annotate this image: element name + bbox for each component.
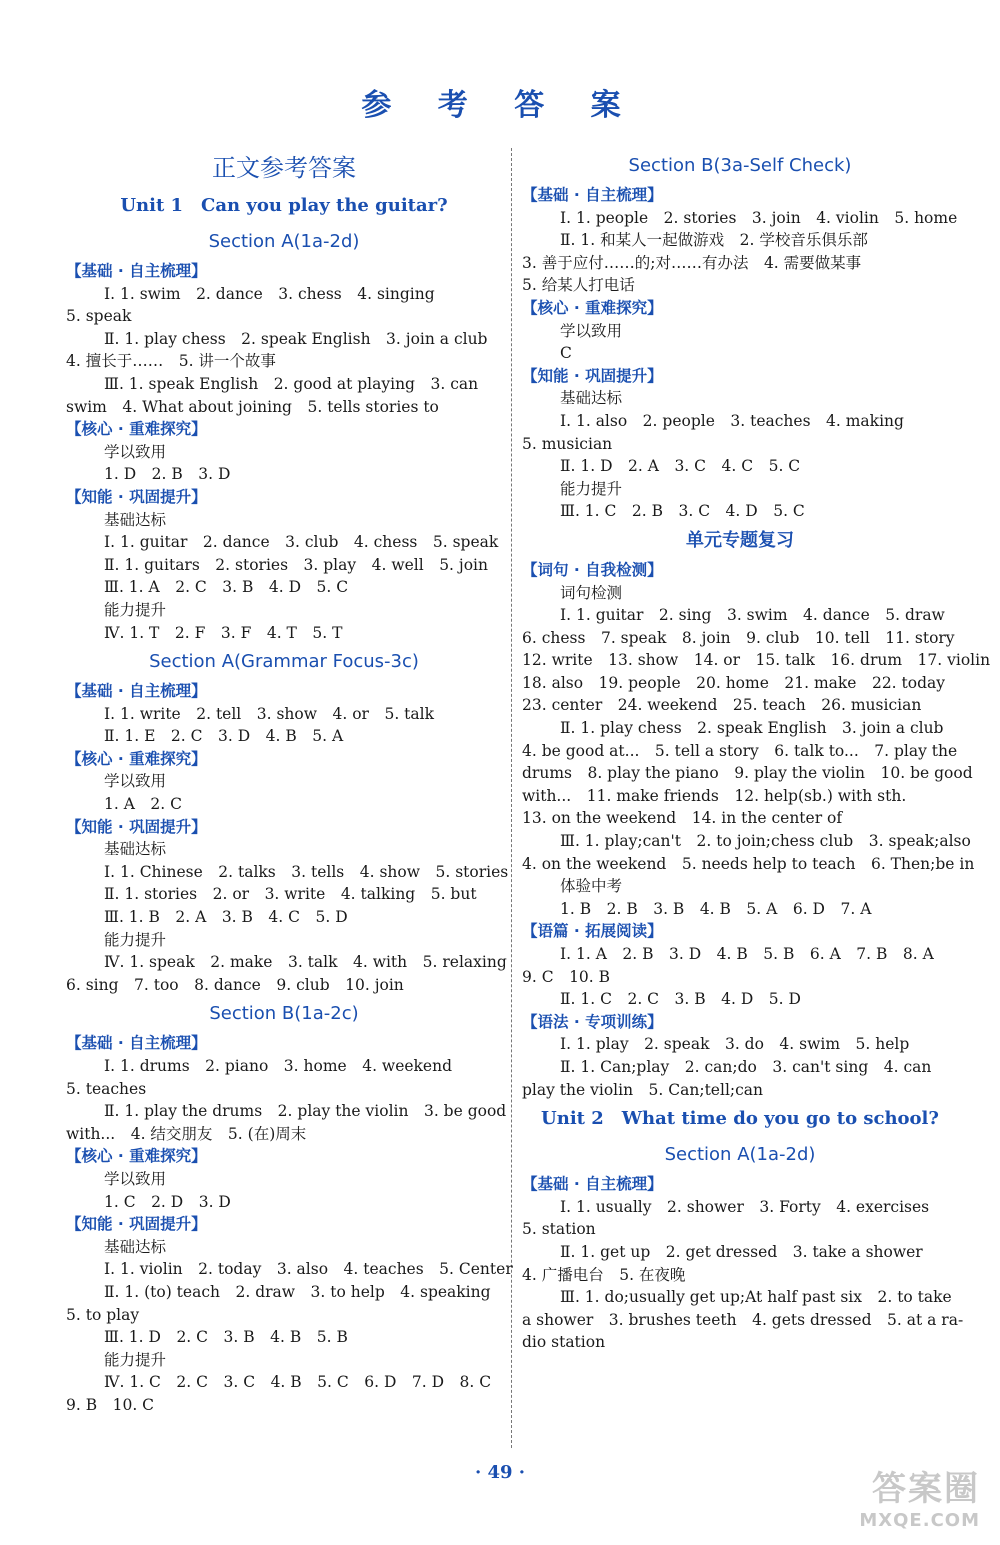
section-heading: Section A(1a-2d) xyxy=(664,1144,816,1166)
answer-line: 能力提升 xyxy=(104,1350,167,1369)
category-label xyxy=(522,1011,958,1034)
category-label xyxy=(522,184,958,207)
answer-line: 13. on the weekend 14. in the center of xyxy=(522,809,843,828)
category-label-text: 【语篇 · 拓展阅读】 xyxy=(522,922,663,941)
answer-line: Ⅰ. 1. also 2. people 3. teaches 4. making xyxy=(560,411,904,430)
answer-line: Ⅰ. 1. Chinese 2. talks 3. tells 4. show 5. stories xyxy=(104,862,509,881)
answer-line: Ⅱ. 1. guitars 2. stories 3. play 4. well 5. join xyxy=(104,555,488,574)
answer-line: Ⅲ. 1. D 2. C 3. B 4. B 5. B xyxy=(104,1328,348,1347)
answer-line: 学以致用 xyxy=(560,321,623,340)
section-heading: Section A(1a-2d) xyxy=(208,231,360,252)
answer-line: 体验中考 xyxy=(560,877,623,896)
answer-line: Ⅱ. 1. E 2. C 3. D 4. B 5. A xyxy=(104,727,344,746)
answer-line: Ⅰ. 1. people 2. stories 3. join 4. violin 5. home xyxy=(560,208,958,227)
category-label-text: 【基础 · 自主梳理】 xyxy=(66,262,207,280)
answer-line: 5. speak xyxy=(66,307,132,326)
category-label-text: 【语法 · 专项训练】 xyxy=(522,1012,663,1031)
category-label-text: 【核心 · 重难探究】 xyxy=(66,749,207,768)
category-label-text: 【知能 · 巩固提升】 xyxy=(66,1215,207,1234)
answer-line: Ⅰ. 1. swim 2. dance 3. chess 4. singing xyxy=(104,284,435,303)
answer-line: Ⅳ. 1. C 2. C 3. C 4. B 5. C 6. D 7. D 8. C xyxy=(104,1373,492,1392)
answer-line: 5. musician xyxy=(522,434,613,453)
answer-line: a shower 3. brushes teeth 4. gets dressed 5. at a ra- xyxy=(522,1310,964,1329)
watermark-url: MXQE.COM xyxy=(859,1510,980,1531)
category-label-text: 【知能 · 巩固提升】 xyxy=(66,487,207,506)
section-heading: 正文参考答案 xyxy=(212,154,356,182)
answer-line: 词句检测 xyxy=(560,583,623,602)
answer-line: Ⅲ. 1. play;can't 2. to join;chess club 3. speak;also xyxy=(560,832,971,851)
category-label xyxy=(66,1032,502,1055)
category-label xyxy=(66,748,502,771)
answer-line: Ⅱ. 1. play the drums 2. play the violin 3. be good xyxy=(104,1102,507,1121)
category-label-text: 【知能 · 巩固提升】 xyxy=(66,817,207,836)
answer-line: Ⅳ. 1. T 2. F 3. F 4. T 5. T xyxy=(104,623,343,642)
category-label xyxy=(66,486,502,509)
category-label xyxy=(66,1213,502,1236)
answer-line: with... 4. 结交朋友 5. (在)周末 xyxy=(66,1124,307,1143)
answer-line: Ⅰ. 1. guitar 2. sing 3. swim 4. dance 5. draw xyxy=(560,606,945,625)
section-heading: Section A(Grammar Focus-3c) xyxy=(149,651,419,673)
category-label xyxy=(66,418,502,441)
answer-line: Ⅱ. 1. stories 2. or 3. write 4. talking 5. but xyxy=(104,885,477,904)
answer-line: dio station xyxy=(522,1333,606,1352)
answer-line: Ⅳ. 1. speak 2. make 3. talk 4. with 5. relaxing xyxy=(104,953,507,972)
category-label xyxy=(522,920,958,943)
answer-line: play the violin 5. Can;tell;can xyxy=(522,1080,764,1099)
answer-line: 18. also 19. people 20. home 21. make 22. today xyxy=(522,673,946,692)
section-heading: Section B(3a-Self Check) xyxy=(628,155,852,176)
answer-line: 3. 善于应付……的;对……有办法 4. 需要做某事 xyxy=(522,253,862,272)
answer-line: 6. chess 7. speak 8. join 9. club 10. tell 11. story xyxy=(522,628,955,647)
watermark-text: 答案圈 xyxy=(872,1469,980,1509)
answer-line: 学以致用 xyxy=(104,1169,167,1188)
answer-line: Ⅰ. 1. usually 2. shower 3. Forty 4. exercises xyxy=(560,1197,930,1216)
answer-line: 4. 广播电台 5. 在夜晚 xyxy=(522,1265,686,1284)
category-label xyxy=(66,260,502,283)
answer-line: Ⅲ. 1. C 2. B 3. C 4. D 5. C xyxy=(560,502,805,521)
category-label xyxy=(66,816,502,839)
answer-line: 9. C 10. B xyxy=(522,967,611,986)
answer-line: 5. to play xyxy=(66,1305,140,1324)
answer-line: 基础达标 xyxy=(104,510,167,529)
page-number: · 49 · xyxy=(474,1462,526,1483)
category-label-text: 【核心 · 重难探究】 xyxy=(66,1147,207,1166)
answer-line: Ⅰ. 1. guitar 2. dance 3. club 4. chess 5. speak xyxy=(104,533,499,552)
answer-line: 4. on the weekend 5. needs help to teach 6. Then;be in xyxy=(522,854,975,873)
answer-line: Ⅰ. 1. write 2. tell 3. show 4. or 5. talk xyxy=(104,704,435,723)
column-divider xyxy=(511,148,512,1448)
unit-heading: Unit 2 What time do you go to school? xyxy=(541,1108,939,1130)
answer-line: Ⅰ. 1. play 2. speak 3. do 4. swim 5. help xyxy=(560,1035,910,1054)
answer-line: Ⅲ. 1. speak English 2. good at playing 3. can xyxy=(104,374,479,393)
right-column xyxy=(522,148,991,1354)
category-label xyxy=(522,297,958,320)
answer-line: Ⅲ. 1. do;usually get up;At half past six 2. to take xyxy=(560,1288,952,1307)
answer-line: 5. station xyxy=(522,1220,596,1239)
answer-line: 23. center 24. weekend 25. teach 26. musician xyxy=(522,696,922,715)
answer-line: Ⅱ. 1. play chess 2. speak English 3. join a club xyxy=(560,719,944,738)
answer-line: Ⅰ. 1. drums 2. piano 3. home 4. weekend xyxy=(104,1057,453,1075)
unit-heading: Unit 1 Can you play the guitar? xyxy=(120,195,448,216)
category-label xyxy=(66,1145,502,1168)
answer-line: 基础达标 xyxy=(104,840,167,859)
answer-line: 学以致用 xyxy=(104,442,167,461)
answer-line: 1. B 2. B 3. B 4. B 5. A 6. D 7. A xyxy=(560,899,872,918)
category-label-text: 【知能 · 巩固提升】 xyxy=(522,366,663,385)
answer-line: 基础达标 xyxy=(104,1237,167,1256)
category-label xyxy=(522,559,958,582)
answer-line: Ⅰ. 1. A 2. B 3. D 4. B 5. B 6. A 7. B 8. A xyxy=(560,945,934,963)
answer-line: Ⅲ. 1. A 2. C 3. B 4. D 5. C xyxy=(104,578,349,597)
answer-line: with... 11. make friends 12. help(sb.) with sth. xyxy=(522,786,907,805)
answer-line: Ⅱ. 1. get up 2. get dressed 3. take a shower xyxy=(560,1242,923,1261)
watermark-logo xyxy=(780,1461,980,1531)
answer-line: 9. B 10. C xyxy=(66,1395,155,1414)
category-label xyxy=(66,680,502,703)
category-label-text: 【基础 · 自主梳理】 xyxy=(522,1175,663,1194)
category-label-text: 【基础 · 自主梳理】 xyxy=(66,682,207,701)
left-column xyxy=(66,148,513,1417)
answer-line: 1. C 2. D 3. D xyxy=(104,1192,231,1211)
answer-line: Ⅱ. 1. D 2. A 3. C 4. C 5. C xyxy=(560,457,801,476)
answer-line: 能力提升 xyxy=(560,479,623,498)
answer-line: Ⅰ. 1. violin 2. today 3. also 4. teaches 5. Center xyxy=(104,1260,513,1279)
answer-line: 1. A 2. C xyxy=(104,795,182,814)
answer-line: Ⅱ. 1. Can;play 2. can;do 3. can't sing 4. can xyxy=(560,1057,932,1076)
category-label-text: 【基础 · 自主梳理】 xyxy=(66,1034,207,1053)
category-label-text: 【核心 · 重难探究】 xyxy=(522,298,663,317)
answer-line: 1. D 2. B 3. D xyxy=(104,465,231,484)
answer-line: 能力提升 xyxy=(104,600,167,619)
answer-line: 12. write 13. show 14. or 15. talk 16. drum 17. violin xyxy=(522,651,991,670)
page-title: 参 考 答 案 xyxy=(361,88,639,123)
answer-line: Ⅱ. 1. play chess 2. speak English 3. join a club xyxy=(104,329,488,348)
answer-line: 学以致用 xyxy=(104,772,167,791)
category-label-text: 【词句 · 自我检测】 xyxy=(522,560,663,579)
answer-line: Ⅱ. 1. 和某人一起做游戏 2. 学校音乐俱乐部 xyxy=(560,231,868,250)
category-label xyxy=(522,365,958,388)
answer-line: swim 4. What about joining 5. tells stories to xyxy=(66,397,439,416)
answer-line: 基础达标 xyxy=(560,389,623,408)
answer-line: 5. 给某人打电话 xyxy=(522,276,635,295)
answer-line: Ⅱ. 1. C 2. C 3. B 4. D 5. D xyxy=(560,990,801,1009)
category-label-text: 【核心 · 重难探究】 xyxy=(66,420,207,439)
answer-line: Ⅲ. 1. B 2. A 3. B 4. C 5. D xyxy=(104,908,348,927)
answer-line: 5. teaches xyxy=(66,1079,147,1098)
category-label-text: 【基础 · 自主梳理】 xyxy=(522,186,663,204)
answer-line: 4. 擅长于…… 5. 讲一个故事 xyxy=(66,352,276,371)
answer-line: 6. sing 7. too 8. dance 9. club 10. join xyxy=(66,975,404,994)
answer-line: drums 8. play the piano 9. play the violin 10. be good xyxy=(522,764,973,783)
answer-line: Ⅱ. 1. (to) teach 2. draw 3. to help 4. speaking xyxy=(104,1282,491,1301)
answer-line: 能力提升 xyxy=(104,930,167,949)
answer-line: C xyxy=(560,344,572,363)
section-heading: Section B(1a-2c) xyxy=(209,1003,359,1025)
category-label xyxy=(522,1173,958,1196)
section-heading: 单元专题复习 xyxy=(686,529,794,551)
answer-line: 4. be good at... 5. tell a story 6. talk to... 7. play the xyxy=(522,741,958,760)
